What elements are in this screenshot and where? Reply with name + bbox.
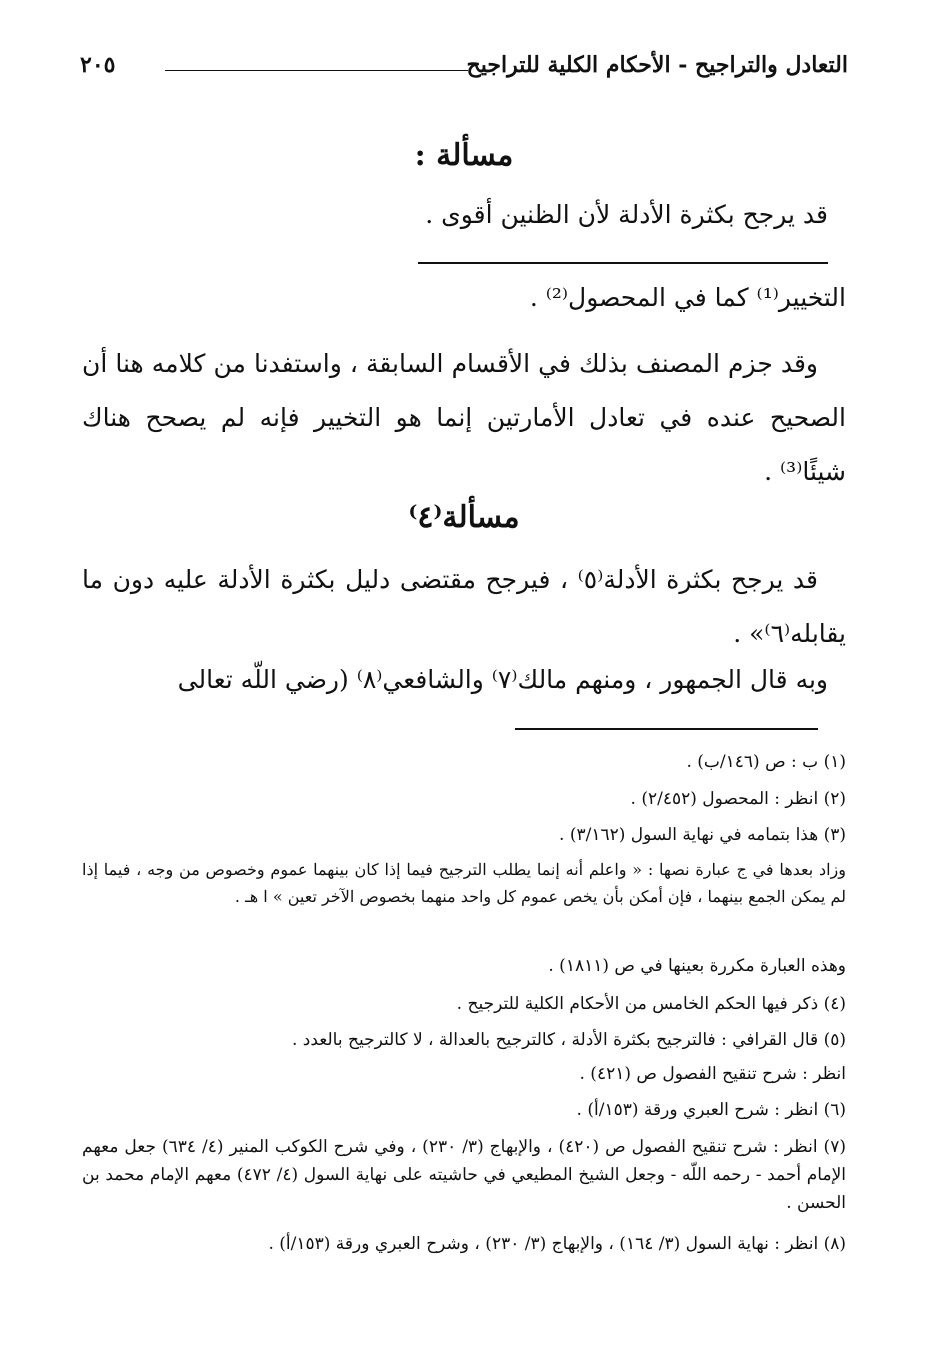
running-title: التعادل والتراجيح - الأحكام الكلية للتراجيح — [466, 52, 848, 78]
header-rule — [165, 70, 468, 71]
page-number: ٢٠٥ — [80, 52, 116, 78]
footnote-3: (٣) هذا بتمامه في نهاية السول (٣/١٦٢) . — [559, 825, 846, 845]
footnote-5: (٥) قال القرافي : فالترجيح بكثرة الأدلة ، كالترجيح بالعدالة ، لا كالترجيح بالعدد . — [291, 1030, 846, 1050]
footnote-5-reference: انظر : شرح تنقيح الفصول ص (٤٢١) . — [579, 1064, 846, 1084]
body-paragraph-4: قد يرجح بكثرة الأدلة⁽٥⁾ ، فيرجح مقتضى دليل بكثرة الأدلة عليه دون ما يقابله⁽٦⁾» . — [82, 565, 846, 648]
body-text-1: قد يرجح بكثرة الأدلة لأن الظنين أقوى . — [425, 200, 828, 229]
separator-rule-1 — [418, 262, 828, 264]
footnote-3-note: وهذه العبارة مكررة بعينها في ص (١٨١١) . — [548, 956, 846, 976]
body-text-5: وبه قال الجمهور ، ومنهم مالك⁽٧⁾ والشافعي⁽٨⁾ (رضي اللّه تعالى — [177, 665, 828, 694]
footnote-separator — [515, 728, 818, 730]
footnote-8: (٨) انظر : نهاية السول (٣/ ١٦٤) ، والإبهاج (٣/ ٢٣٠) ، وشرح العبري ورقة (١٥٣/أ) . — [268, 1234, 846, 1254]
footnote-4: (٤) ذكر فيها الحكم الخامس من الأحكام الكلية للترجيح . — [456, 994, 846, 1014]
section-heading-1: مسألة : — [414, 138, 514, 173]
footnote-2: (٢) انظر : المحصول (٢/٤٥٢) . — [630, 789, 846, 809]
footnote-6: (٦) انظر : شرح العبري ورقة (١٥٣/أ) . — [576, 1100, 846, 1120]
footnote-7: (٧) انظر : شرح تنقيح الفصول ص (٤٢٠) ، والإبهاج (٣/ ٢٣٠) ، وفي شرح الكوكب المنير (٤/ ٦٣٤) جعل معهم الإمام أحمد - رحمه اللّه - وجعل الشيخ المطيعي في حاشيته على نهاية السول (٤/ ٤٧٢) معهم الإمام محمد بن الحسن . — [82, 1137, 846, 1213]
footnote-1: (١) ب : ص (١٤٦/ب) . — [686, 752, 846, 772]
section-heading-2: مسألة⁽٤⁾ — [408, 500, 520, 535]
footnote-3-addendum: وزاد بعدها في ج عبارة نصها : « واعلم أنه إنما يطلب الترجيح فيما إذا كان بينهما عموم وخصوص من وجه ، فيما إذا لم يمكن الجمع بينهما ، فإن أمكن بأن يخص عموم كل واحد منهما بخصوص الآخر تعين » ا هـ . — [82, 860, 846, 906]
body-text-2: التخيير⁽¹⁾ كما في المحصول⁽²⁾ . — [529, 283, 846, 312]
page-header — [80, 52, 848, 92]
body-paragraph-3: وقد جزم المصنف بذلك في الأقسام السابقة ، واستفدنا من كلامه هنا أن الصحيح عنده في تعادل الأمارتين إنما هو التخيير فإنه لم يصحح هناك شيئًا⁽³⁾ . — [82, 349, 846, 486]
